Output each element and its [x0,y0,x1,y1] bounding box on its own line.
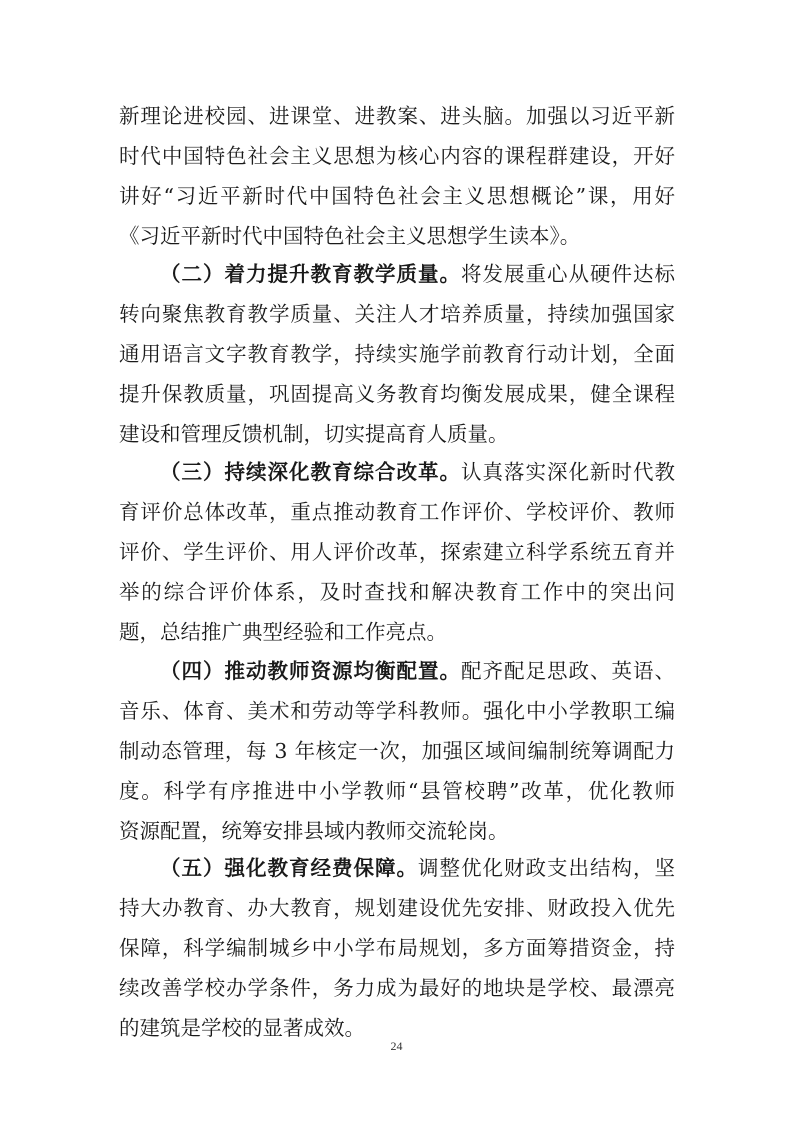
paragraph-4-line-1: 配齐配足思政、英语、 [461,659,675,683]
paragraph-2-line-1: 将发展重心从硬件达标 [461,262,675,286]
paragraph-5-first-line [160,848,675,888]
paragraph-4-line-5: 资源配置，统筹安排县域内教师交流轮岗。 [119,819,509,843]
paragraph-1-line-4: 《习近平新时代中国特色社会主义思想学生读本》。 [119,224,581,248]
paragraph-2-line-3: 通用语言文字教育教学，持续实施学前教育行动计划，全面 [119,342,675,366]
paragraph-2-line-5: 建设和管理反馈机制，切实提高育人质量。 [119,422,509,446]
section-heading-2: （二）着力提升教育教学质量。 [160,262,461,286]
section-heading-3: （三）持续深化教育综合改革。 [160,460,461,484]
paragraph-1-line-3: 讲好“习近平新时代中国特色社会主义思想概论”课，用好 [119,184,675,208]
paragraph-1-line-2: 时代中国特色社会主义思想为核心内容的课程群建设，开好 [119,144,675,168]
paragraph-2-line-2: 转向聚焦教育教学质量、关注人才培养质量，持续加强国家 [119,302,675,326]
paragraph-3-line-5: 题，总结推广典型经验和工作亮点。 [119,620,447,644]
section-heading-5: （五）强化教育经费保障。 [160,856,418,880]
paragraph-5-line-2: 持大办教育、办大教育，规划建设优先安排、财政投入优先 [119,896,675,920]
page-number: 24 [390,1039,403,1053]
paragraph-3-line-1: 认真落实深化新时代教 [461,460,675,484]
paragraph-4-line-3: 制动态管理，每 3 年核定一次，加强区域间编制统筹调配力 [119,739,675,763]
paragraph-3-line-2: 育评价总体改革，重点推动教育工作评价、学校评价、教师 [119,500,675,524]
paragraph-4-line-2: 音乐、体育、美术和劳动等学科教师。强化中小学教职工编 [119,699,675,723]
paragraph-5-line-4: 续改善学校办学条件，务力成为最好的地块是学校、最漂亮 [119,976,675,1000]
paragraph-3-line-4: 举的综合评价体系，及时查找和解决教育工作中的突出问 [119,580,675,604]
section-heading-4: （四）推动教师资源均衡配置。 [160,659,461,683]
paragraph-5-line-5: 的建筑是学校的显著成效。 [119,1016,365,1040]
paragraph-3-first-line [160,452,675,492]
paragraph-4-line-4: 度。科学有序推进中小学教师“县管校聘”改革，优化教师 [119,779,675,803]
paragraph-2-line-4: 提升保教质量，巩固提高义务教育均衡发展成果，健全课程 [119,382,675,406]
paragraph-3-line-3: 评价、学生评价、用人评价改革，探索建立科学系统五育并 [119,540,675,564]
paragraph-1-line-1: 新理论进校园、进课堂、进教案、进头脑。加强以习近平新 [119,104,675,128]
paragraph-2-first-line [160,254,675,294]
paragraph-5-line-1: 调整优化财政支出结构，坚 [418,856,675,880]
paragraph-5-line-3: 保障，科学编制城乡中小学布局规划，多方面筹措资金，持 [119,936,675,960]
paragraph-4-first-line [160,651,675,691]
